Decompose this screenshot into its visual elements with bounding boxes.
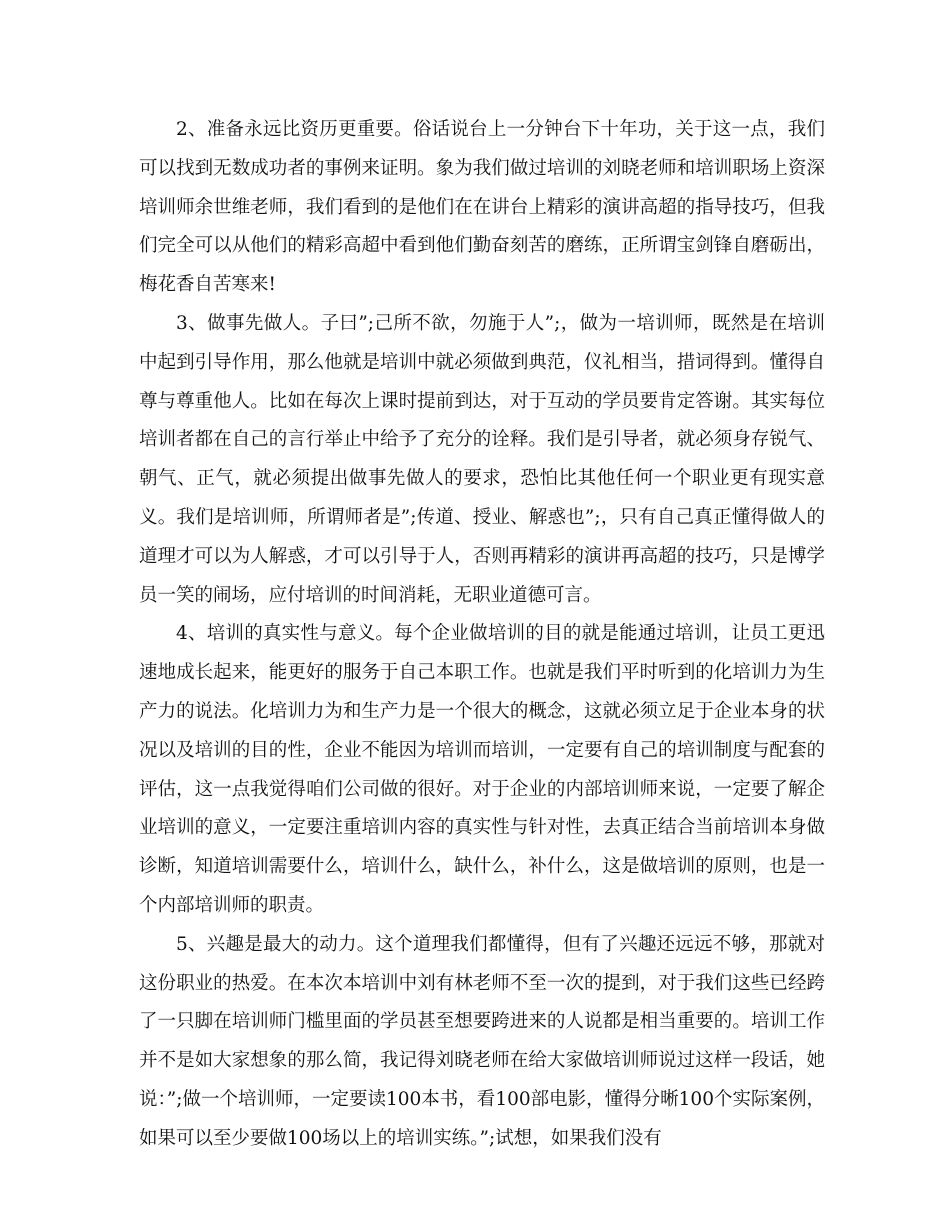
- paragraph-point-3: 3、做事先做人。子曰”;己所不欲，勿施于人”;，做为一培训师，既然是在培训中起到引导作用，那么他就是培训中就必须做到典范，仪礼相当，措词得到。懂得自尊与尊重他人。比如在每次上课时提前到达，对于互动的学员要肯定答谢。其实每位培训者都在自己的言行举止中给予了充分的诠释。我们是引导者，就必须身存锐气、朝气、正气，就必须提出做事先做人的要求，恐怕比其他任何一个职业更有现实意义。我们是培训师，所谓师者是”;传道、授业、解惑也”;，只有自己真正懂得做人的道理才可以为人解惑，才可以引导于人，否则再精彩的演讲再高超的技巧，只是博学员一笑的闹场，应付培训的时间消耗，无职业道德可言。: [139, 312, 825, 606]
- document-body: [139, 111, 825, 1159]
- paragraph-point-2: 2、准备永远比资历更重要。俗话说台上一分钟台下十年功，关于这一点，我们可以找到无数成功者的事例来证明。象为我们做过培训的刘晓老师和培训职场上资深培训师余世维老师，我们看到的是他们在在讲台上精彩的演讲高超的指导技巧，但我们完全可以从他们的精彩高超中看到他们勤奋刻苦的磨练，正所谓宝剑锋自磨砺出，梅花香自苦寒来!: [139, 119, 825, 296]
- paragraph-point-5: 5、兴趣是最大的动力。这个道理我们都懂得，但有了兴趣还远远不够，那就对这份职业的热爱。在本次本培训中刘有林老师不至一次的提到，对于我们这些已经跨了一只脚在培训师门槛里面的学员甚至想要跨进来的人说都是相当重要的。培训工作并不是如大家想象的那么简，我记得刘晓老师在给大家做培训师说过这样一段话，她说：”;做一个培训师，一定要读100本书，看100部电影，懂得分晰100个实际案例，如果可以至少要做100场以上的培训实练。”;试想，如果我们没有: [139, 933, 825, 1149]
- paragraph-point-4: 4、培训的真实性与意义。每个企业做培训的目的就是能通过培训，让员工更迅速地成长起来，能更好的服务于自己本职工作。也就是我们平时听到的化培训力为生产力的说法。化培训力为和生产力是一个很大的概念，这就必须立足于企业本身的状况以及培训的目的性，企业不能因为培训而培训，一定要有自己的培训制度与配套的评估，这一点我觉得咱们公司做的很好。对于企业的内部培训师来说，一定要了解企业培训的意义，一定要注重培训内容的真实性与针对性，去真正结合当前培训本身做诊断，知道培训需要什么，培训什么，缺什么，补什么，这是做培训的原则，也是一个内部培训师的职责。: [139, 623, 825, 916]
